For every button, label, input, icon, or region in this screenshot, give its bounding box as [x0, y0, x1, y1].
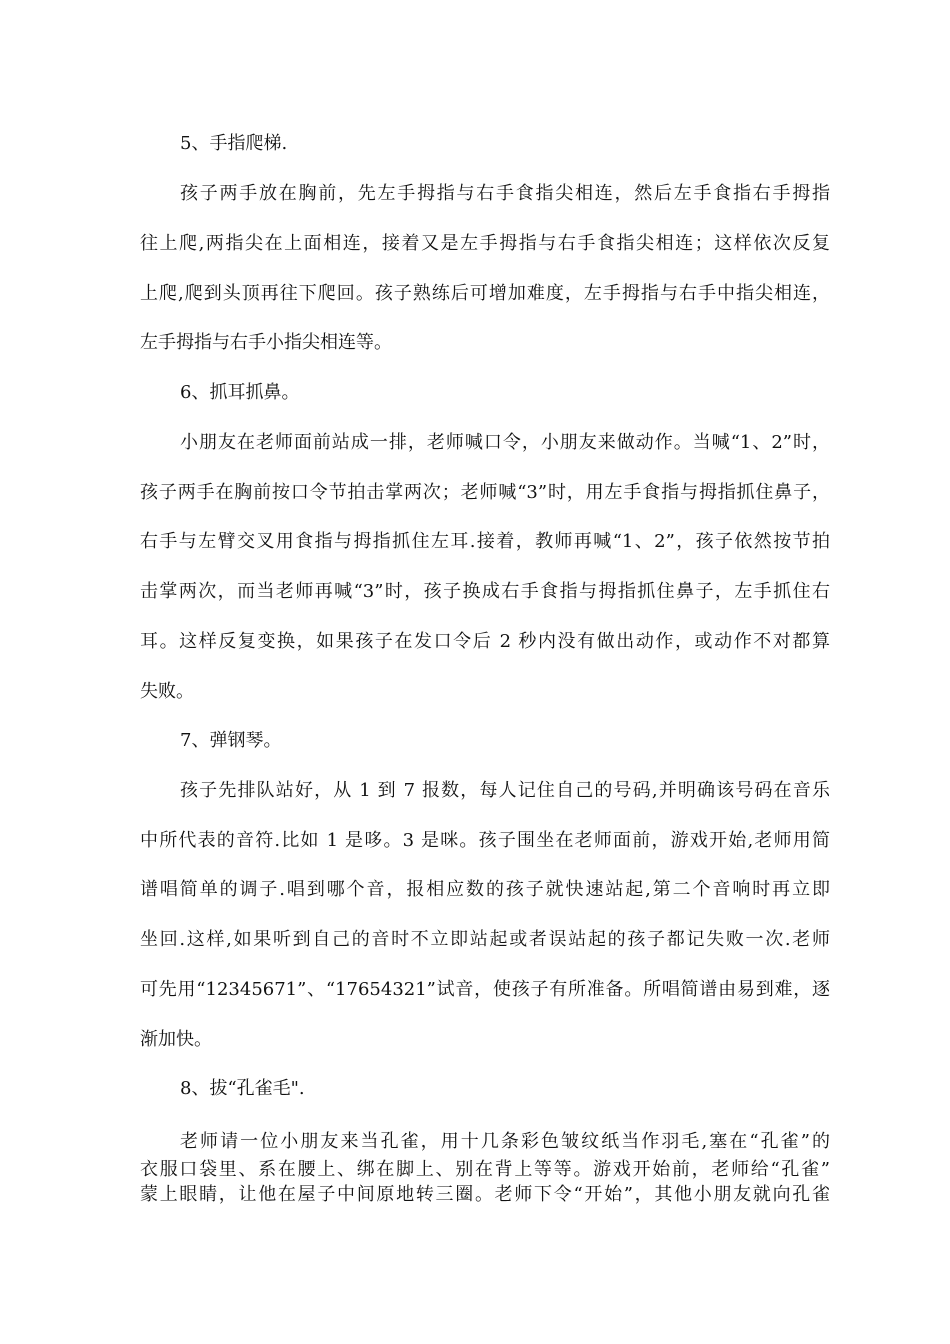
- paragraph-line: 孩子先排队站好，从 1 到 7 报数，每人记住自己的号码,并明确该号码在音乐: [180, 780, 830, 801]
- paragraph-line: 孩子两手放在胸前，先左手拇指与右手食指尖相连，然后左手食指右手拇指: [180, 183, 830, 204]
- paragraph-line: 往上爬,两指尖在上面相连，接着又是左手拇指与右手食指尖相连；这样依次反复: [140, 233, 830, 254]
- paragraph-line: 小朋友在老师面前站成一排，老师喊口令，小朋友来做动作。当喊“1、2”时，: [180, 432, 830, 453]
- paragraph-line: 右手与左臂交叉用食指与拇指抓住左耳.接着，教师再喊“1、2”，孩子依然按节拍: [140, 531, 830, 552]
- paragraph-line: 左手拇指与右手小指尖相连等。: [140, 332, 392, 353]
- paragraph-line: 孩子两手在胸前按口令节拍击掌两次；老师喊“3”时，用左手食指与拇指抓住鼻子，: [140, 482, 830, 503]
- section-heading-5: 5、手指爬梯.: [180, 133, 288, 154]
- paragraph-line: 谱唱简单的调子.唱到哪个音，报相应数的孩子就快速站起,第二个音响时再立即: [140, 879, 830, 900]
- paragraph-line: 中所代表的音符.比如 1 是哆。3 是咪。孩子围坐在老师面前，游戏开始,老师用简: [140, 830, 830, 851]
- paragraph-line: 耳。这样反复变换，如果孩子在发口令后 2 秒内没有做出动作，或动作不对都算: [140, 631, 830, 652]
- paragraph-line: 渐加快。: [140, 1029, 212, 1050]
- paragraph-line: 击掌两次，而当老师再喊“3”时，孩子换成右手食指与拇指抓住鼻子，左手抓住右: [140, 581, 830, 602]
- section-heading-8: 8、拔“孔雀毛".: [180, 1078, 305, 1099]
- paragraph-line: 衣服口袋里、系在腰上、绑在脚上、别在背上等等。游戏开始前，老师给“孔雀”: [140, 1159, 830, 1180]
- paragraph-line: 失败。: [140, 681, 194, 702]
- paragraph-line: 可先用“12345671”、“17654321”试音，使孩子有所准备。所唱简谱由易到难，逐: [140, 979, 830, 1000]
- section-heading-7: 7、弹钢琴。: [180, 730, 282, 751]
- paragraph-line: 蒙上眼睛，让他在屋子中间原地转三圈。老师下令“开始”，其他小朋友就向孔雀: [140, 1184, 830, 1205]
- paragraph-line: 老师请一位小朋友来当孔雀，用十几条彩色皱纹纸当作羽毛,塞在“孔雀”的: [180, 1131, 830, 1152]
- section-heading-6: 6、抓耳抓鼻。: [180, 382, 300, 403]
- paragraph-line: 上爬,爬到头顶再往下爬回。孩子熟练后可增加难度，左手拇指与右手中指尖相连，: [140, 283, 830, 304]
- paragraph-line: 坐回.这样,如果听到自己的音时不立即站起或者误站起的孩子都记失败一次.老师: [140, 929, 830, 950]
